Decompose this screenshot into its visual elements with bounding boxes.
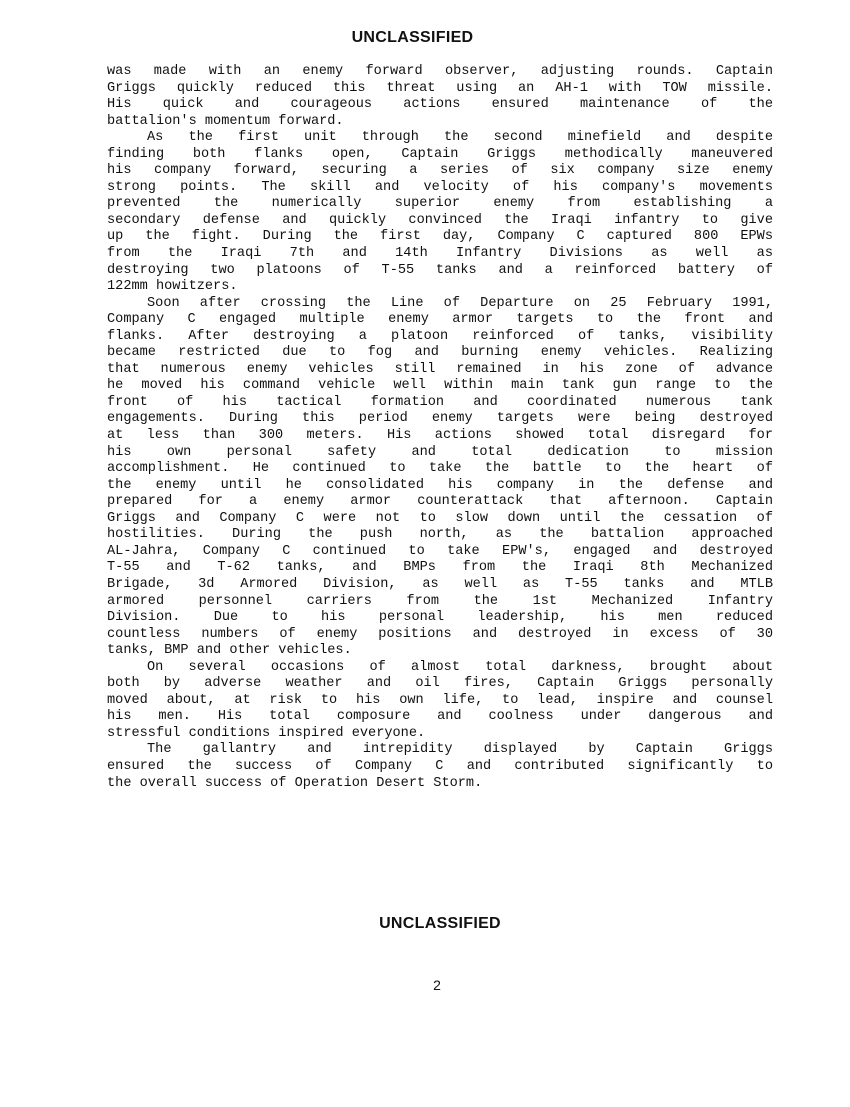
page-number: 2 xyxy=(433,977,441,993)
text-line: 122mm howitzers. xyxy=(107,279,238,295)
text-line: from the Iraqi 7th and 14th Infantry Divisions as well as xyxy=(107,246,773,262)
paragraph xyxy=(107,130,773,295)
text-line: the overall success of Operation Desert Storm. xyxy=(107,775,483,791)
text-line: his own personal safety and total dedication to mission xyxy=(107,444,773,460)
text-line: stressful conditions inspired everyone. xyxy=(107,725,426,741)
text-line: ensured the success of Company C and contributed significantly to xyxy=(107,758,773,774)
text-line: Brigade, 3d Armored Division, as well as T-55 tanks and MTLB xyxy=(107,576,773,592)
text-line: secondary defense and quickly convinced the Iraqi infantry to give xyxy=(107,212,773,228)
text-line: T-55 and T-62 tanks, and BMPs from the Iraqi 8th Mechanized xyxy=(107,560,773,576)
text-line: became restricted due to fog and burning enemy vehicles. Realizing xyxy=(107,345,773,361)
paragraph xyxy=(107,742,773,792)
text-line: tanks, BMP and other vehicles. xyxy=(107,643,352,659)
paragraph xyxy=(107,660,773,743)
text-line: Soon after crossing the Line of Departure on 25 February 1991, xyxy=(147,295,773,311)
text-line: strong points. The skill and velocity of his company's movements xyxy=(107,179,773,195)
classification-footer: UNCLASSIFIED xyxy=(379,915,501,932)
text-line: His quick and courageous actions ensured maintenance of the xyxy=(107,97,773,113)
text-line: his men. His total composure and coolness under dangerous and xyxy=(107,709,773,725)
text-line: the enemy until he consolidated his company in the defense and xyxy=(107,477,773,493)
document-body xyxy=(107,64,773,792)
text-line: hostilities. During the push north, as the battalion approached xyxy=(107,527,773,543)
text-line: Division. Due to his personal leadership, his men reduced xyxy=(107,610,773,626)
text-line: up the fight. During the first day, Company C captured 800 EPWs xyxy=(107,229,773,245)
text-line: Griggs and Company C were not to slow down until the cessation of xyxy=(107,510,773,526)
text-line: prevented the numerically superior enemy from establishing a xyxy=(107,196,773,212)
text-line: front of his tactical formation and coordinated numerous tank xyxy=(107,394,773,410)
text-line: both by adverse weather and oil fires, Captain Griggs personally xyxy=(107,676,773,692)
text-line: countless numbers of enemy positions and destroyed in excess of 30 xyxy=(107,626,773,642)
text-line: his company forward, securing a series of six company size enemy xyxy=(107,163,773,179)
text-line: armored personnel carriers from the 1st Mechanized Infantry xyxy=(107,593,773,609)
text-line: he moved his command vehicle well within main tank gun range to the xyxy=(107,378,773,394)
text-line: prepared for a enemy armor counterattack that afternoon. Captain xyxy=(107,494,773,510)
text-line: Griggs quickly reduced this threat using an AH-1 with TOW missile. xyxy=(107,80,773,96)
text-line: flanks. After destroying a platoon reinforced of tanks, visibility xyxy=(107,328,773,344)
text-line: finding both flanks open, Captain Griggs methodically maneuvered xyxy=(107,146,773,162)
text-line: at less than 300 meters. His actions showed total disregard for xyxy=(107,428,773,444)
paragraph xyxy=(107,64,773,130)
text-line: On several occasions of almost total darkness, brought about xyxy=(147,659,773,675)
text-line: destroying two platoons of T-55 tanks and a reinforced battery of xyxy=(107,262,773,278)
text-line: AL-Jahra, Company C continued to take EPW's, engaged and destroyed xyxy=(107,543,773,559)
text-line: The gallantry and intrepidity displayed by Captain Griggs xyxy=(147,742,773,758)
classification-header: UNCLASSIFIED xyxy=(351,29,474,46)
text-line: was made with an enemy forward observer, adjusting rounds. Captain xyxy=(107,64,773,79)
text-line: engagements. During this period enemy targets were being destroyed xyxy=(107,411,773,427)
text-line: moved about, at risk to his own life, to lead, inspire and counsel xyxy=(107,692,773,708)
text-line: accomplishment. He continued to take the battle to the heart of xyxy=(107,461,773,477)
text-line: battalion's momentum forward. xyxy=(107,113,344,129)
text-line: Company C engaged multiple enemy armor targets to the front and xyxy=(107,312,773,328)
text-line: that numerous enemy vehicles still remained in his zone of advance xyxy=(107,361,773,377)
paragraph xyxy=(107,296,773,660)
text-line: As the first unit through the second minefield and despite xyxy=(147,130,773,146)
